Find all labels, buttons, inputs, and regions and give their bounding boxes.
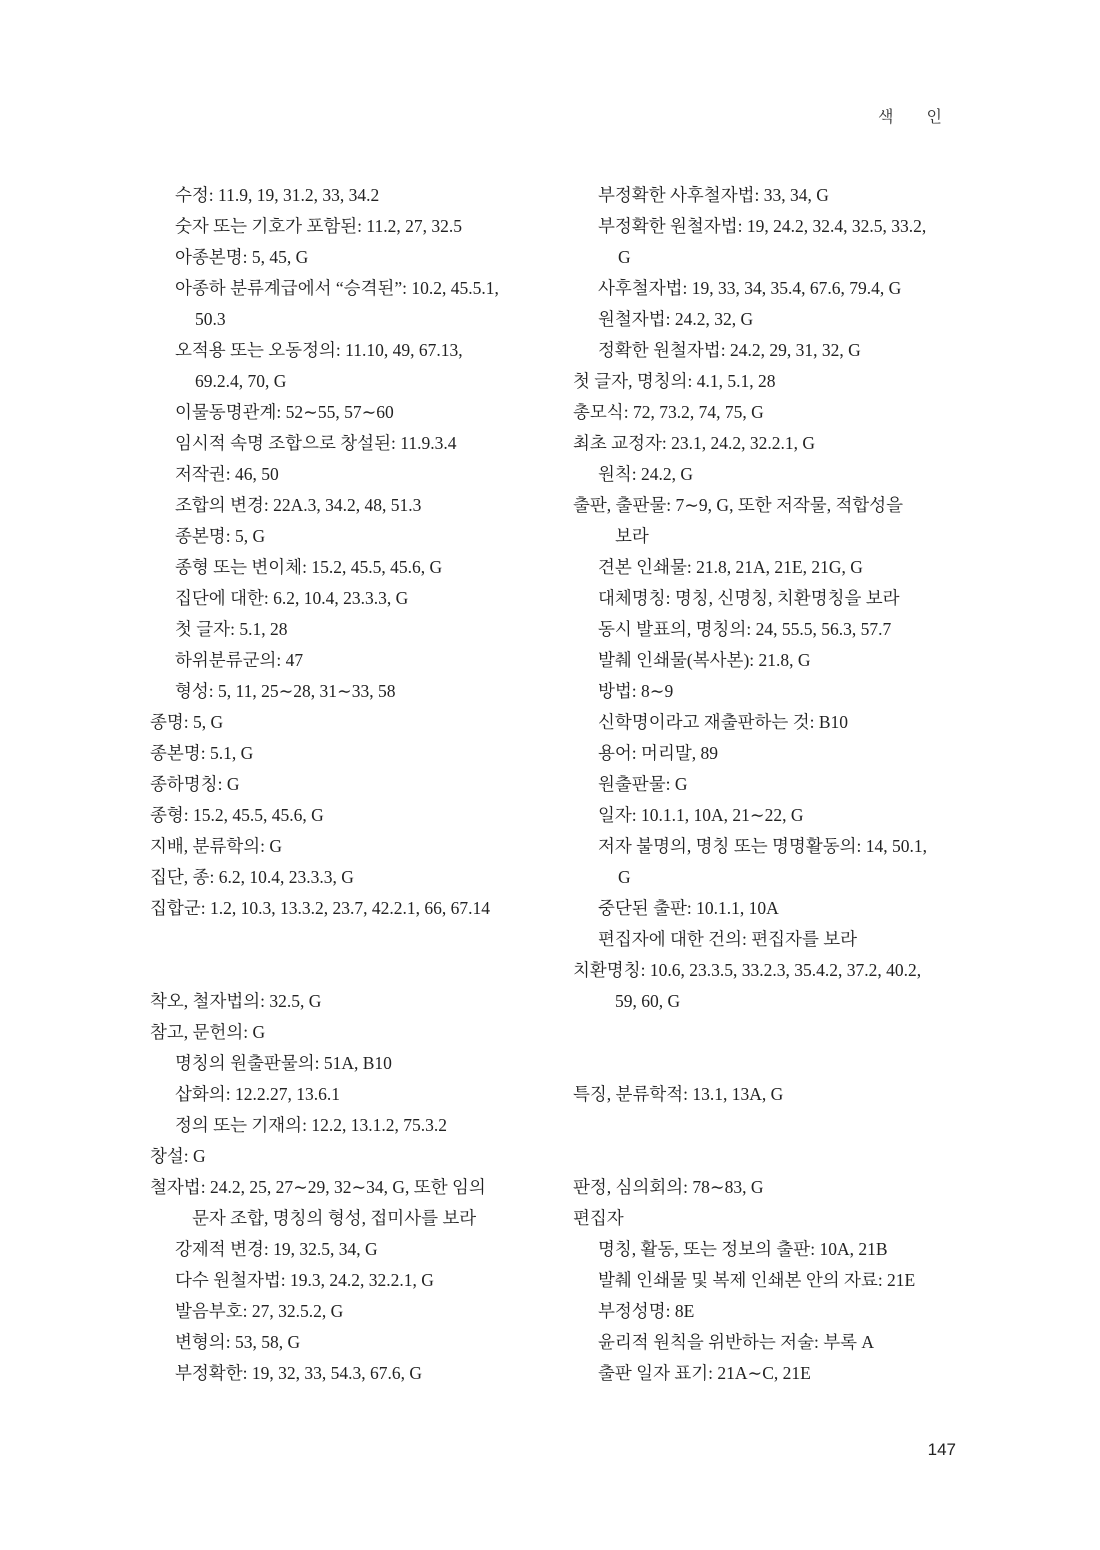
index-subentry: 다수 원철자법: 19.3, 24.2, 32.2.1, G	[175, 1270, 434, 1290]
index-subentry: 부정확한 원철자법: 19, 24.2, 32.4, 32.5, 33.2,	[598, 216, 927, 236]
index-subentry: 저자 불명의, 명칭 또는 명명활동의: 14, 50.1,	[598, 836, 928, 856]
index-entry-continuation: 69.2.4, 70, G	[195, 371, 287, 391]
index-subentry: 부정성명: 8E	[598, 1301, 695, 1321]
index-subentry: 발췌 인쇄물(복사본): 21.8, G	[598, 650, 811, 670]
index-subentry: 변형의: 53, 58, G	[175, 1332, 301, 1352]
index-subentry: 종형 또는 변이체: 15.2, 45.5, 45.6, G	[175, 557, 443, 577]
index-subentry: 원칙: 24.2, G	[598, 464, 694, 484]
index-subentry: 견본 인쇄물: 21.8, 21A, 21E, 21G, G	[598, 557, 863, 577]
index-subentry: 원출판물: G	[598, 774, 688, 794]
index-subentry: 저작권: 46, 50	[175, 464, 279, 484]
index-subentry: 삽화의: 12.2.27, 13.6.1	[175, 1084, 340, 1104]
index-subentry: 임시적 속명 조합으로 창설된: 11.9.3.4	[175, 433, 457, 453]
index-entry-continuation: G	[618, 247, 631, 267]
index-entry-continuation: G	[618, 867, 631, 887]
index-subentry: 아종본명: 5, 45, G	[175, 247, 309, 267]
index-heading: 종본명: 5.1, G	[150, 743, 254, 763]
index-subentry: 강제적 변경: 19, 32.5, 34, G	[175, 1239, 378, 1259]
index-subentry: 대체명칭: 명칭, 신명칭, 치환명칭을 보라	[598, 588, 900, 608]
index-subentry: 용어: 머리말, 89	[598, 743, 719, 763]
index-heading: 집합군: 1.2, 10.3, 13.3.2, 23.7, 42.2.1, 66, 67.14	[150, 898, 490, 918]
index-column-left	[150, 180, 550, 1389]
index-heading: 편집자	[573, 1208, 624, 1228]
index-subentry: 사후철자법: 19, 33, 34, 35.4, 67.6, 79.4, G	[598, 278, 902, 298]
index-heading: 출판, 출판물: 7∼9, G, 또한 저작물, 적합성을	[573, 495, 904, 515]
index-heading: 착오, 철자법의: 32.5, G	[150, 991, 322, 1011]
section-gap	[150, 924, 550, 986]
index-subentry: 발음부호: 27, 32.5.2, G	[175, 1301, 344, 1321]
page-number: 147	[927, 1440, 956, 1459]
index-heading: 종하명칭: G	[150, 774, 240, 794]
index-heading: 첫 글자, 명칭의: 4.1, 5.1, 28	[573, 371, 776, 391]
index-heading: 종형: 15.2, 45.5, 45.6, G	[150, 805, 324, 825]
index-entry-continuation: 문자 조합, 명칭의 형성, 접미사를 보라	[192, 1208, 477, 1228]
index-heading: 최초 교정자: 23.1, 24.2, 32.2.1, G	[573, 433, 816, 453]
index-subentry: 아종하 분류계급에서 “승격된”: 10.2, 45.5.1,	[175, 278, 499, 298]
index-heading: 참고, 문헌의: G	[150, 1022, 266, 1042]
index-subentry: 형성: 5, 11, 25∼28, 31∼33, 58	[175, 681, 396, 701]
index-subentry: 윤리적 원칙을 위반하는 저술: 부록 A	[598, 1332, 875, 1352]
index-column-right	[573, 180, 973, 1389]
index-subentry: 수정: 11.9, 19, 31.2, 33, 34.2	[175, 185, 380, 205]
index-heading: 총모식: 72, 73.2, 74, 75, G	[573, 402, 764, 422]
index-subentry: 원철자법: 24.2, 32, G	[598, 309, 754, 329]
index-subentry: 숫자 또는 기호가 포함된: 11.2, 27, 32.5	[175, 216, 463, 236]
index-subentry: 명칭, 활동, 또는 정보의 출판: 10A, 21B	[598, 1239, 888, 1259]
index-subentry: 부정확한 사후철자법: 33, 34, G	[598, 185, 829, 205]
index-heading: 지배, 분류학의: G	[150, 836, 283, 856]
index-subentry: 중단된 출판: 10.1.1, 10A	[598, 898, 779, 918]
index-subentry: 첫 글자: 5.1, 28	[175, 619, 288, 639]
index-subentry: 집단에 대한: 6.2, 10.4, 23.3.3, G	[175, 588, 409, 608]
index-heading: 판정, 심의회의: 78∼83, G	[573, 1177, 764, 1197]
index-subentry: 동시 발표의, 명칭의: 24, 55.5, 56.3, 57.7	[598, 619, 892, 639]
index-subentry: 종본명: 5, G	[175, 526, 266, 546]
index-subentry: 신학명이라고 재출판하는 것: B10	[598, 712, 849, 732]
section-gap	[573, 1017, 973, 1079]
index-subentry: 하위분류군의: 47	[175, 650, 304, 670]
index-heading: 치환명칭: 10.6, 23.3.5, 33.2.3, 35.4.2, 37.2, 40.2,	[573, 960, 922, 980]
index-subentry: 정의 또는 기재의: 12.2, 13.1.2, 75.3.2	[175, 1115, 447, 1135]
index-subentry: 정확한 원철자법: 24.2, 29, 31, 32, G	[598, 340, 861, 360]
index-subentry: 부정확한: 19, 32, 33, 54.3, 67.6, G	[175, 1363, 422, 1383]
index-heading: 창설: G	[150, 1146, 206, 1166]
index-subentry: 조합의 변경: 22A.3, 34.2, 48, 51.3	[175, 495, 422, 515]
index-entry-continuation: 보라	[615, 526, 649, 546]
index-heading: 특징, 분류학적: 13.1, 13A, G	[573, 1084, 784, 1104]
index-heading: 집단, 종: 6.2, 10.4, 23.3.3, G	[150, 867, 354, 887]
index-subentry: 발췌 인쇄물 및 복제 인쇄본 안의 자료: 21E	[598, 1270, 916, 1290]
index-subentry: 편집자에 대한 건의: 편집자를 보라	[598, 929, 858, 949]
section-gap	[573, 1110, 973, 1172]
index-entry-continuation: 50.3	[195, 309, 226, 329]
index-subentry: 방법: 8∼9	[598, 681, 674, 701]
index-subentry: 명칭의 원출판물의: 51A, B10	[175, 1053, 392, 1073]
running-head: 색 인	[878, 107, 956, 126]
index-heading: 종명: 5, G	[150, 712, 224, 732]
index-entry-continuation: 59, 60, G	[615, 991, 681, 1011]
index-subentry: 일자: 10.1.1, 10A, 21∼22, G	[598, 805, 804, 825]
index-subentry: 출판 일자 표기: 21A∼C, 21E	[598, 1363, 811, 1383]
index-subentry: 이물동명관계: 52∼55, 57∼60	[175, 402, 394, 422]
index-heading: 철자법: 24.2, 25, 27∼29, 32∼34, G, 또한 임의	[150, 1177, 486, 1197]
index-subentry: 오적용 또는 오동정의: 11.10, 49, 67.13,	[175, 340, 463, 360]
